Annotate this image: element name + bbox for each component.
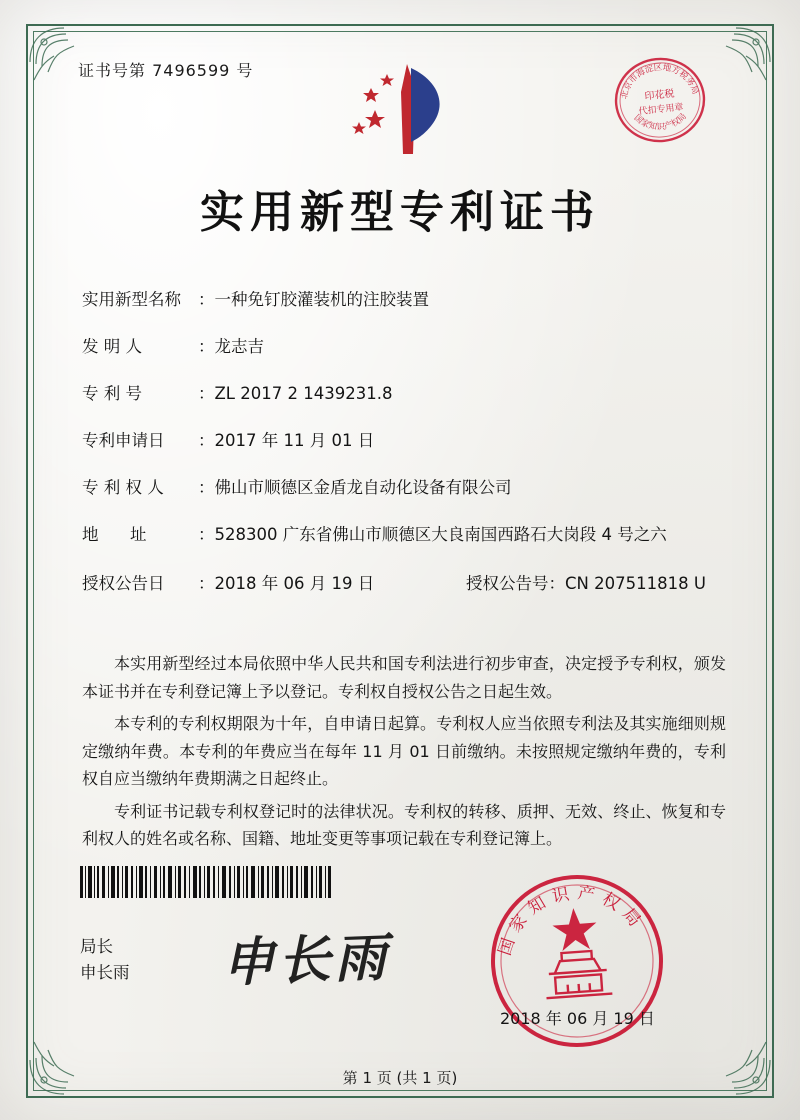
- handwritten-signature: 申长雨: [221, 927, 392, 994]
- paragraph-3: 专利证书记载专利权登记时的法律状况。专利权的转移、质押、无效、终止、恢复和专利权人的姓名或名称、国籍、地址变更等事项记载在专利登记簿上。: [82, 801, 726, 849]
- page-title: 实用新型专利证书: [200, 187, 600, 238]
- cnipa-logo-icon: [345, 58, 465, 168]
- paragraph-1: 本实用新型经过本局依照中华人民共和国专利法进行初步审查，决定授予专利权，颁发本证书并在专利登记簿上予以登记。专利权自授权公告之日起生效。: [82, 654, 726, 701]
- field-utility-model-name: [82, 288, 730, 312]
- field-label: 专利申请日: [82, 430, 165, 450]
- barcode: [80, 866, 332, 898]
- field-label: 发 明 人: [82, 336, 142, 356]
- field-value: 龙志吉: [214, 336, 264, 356]
- field-separator: ：: [198, 336, 215, 356]
- field-application-date: [82, 429, 730, 453]
- svg-text:印花税: 印花税: [644, 88, 676, 103]
- field-separator: ：: [198, 430, 215, 450]
- svg-text:北京市海淀区地方税务局: 北京市海淀区地方税务局: [619, 62, 701, 101]
- field-label: 实用新型名称: [82, 290, 181, 309]
- director-title-label: 局长: [80, 937, 113, 956]
- svg-text:国家知识产权局: 国家知识产权局: [631, 111, 689, 133]
- seal-date: 2018 年 06 月 19 日: [500, 1009, 655, 1028]
- corner-ornament-icon: [24, 22, 94, 92]
- field-value: 2017 年 11 月 01 日: [214, 430, 375, 450]
- field-separator: ：: [198, 290, 215, 309]
- director-name-label: 申长雨: [80, 963, 130, 983]
- field-separator: ：: [198, 524, 215, 544]
- field-value: 一种免钉胶灌装机的注胶装置: [214, 290, 429, 309]
- field-separator: ：: [198, 477, 215, 497]
- field-separator: ：: [198, 573, 215, 593]
- grant-date-label: 授权公告日: [82, 573, 165, 593]
- certificate-number: 证书号第 7496599 号: [78, 61, 254, 80]
- field-patent-number: [82, 382, 730, 406]
- field-value: ZL 2017 2 1439231.8: [214, 383, 393, 403]
- svg-text:国家知识产权局: 国家知识产权局: [494, 883, 649, 959]
- field-patentee: [82, 476, 730, 500]
- field-value: 佛山市顺德区金盾龙自动化设备有限公司: [214, 477, 512, 497]
- corner-ornament-icon: [706, 1030, 776, 1100]
- grant-number-value: CN 207511818 U: [565, 573, 706, 593]
- field-separator: ：: [198, 383, 215, 403]
- field-label: 地 址: [82, 524, 147, 544]
- field-grant-announcement: [82, 570, 730, 594]
- corner-ornament-icon: [706, 22, 776, 92]
- signature-labels: [80, 934, 130, 987]
- field-value: 528300 广东省佛山市顺德区大良南国西路石大岗段 4 号之六: [214, 524, 667, 544]
- grant-date-value: 2018 年 06 月 19 日: [214, 573, 375, 593]
- field-list: [82, 288, 730, 604]
- field-inventor: [82, 335, 730, 359]
- field-label: 专 利 号: [82, 383, 142, 403]
- field-label: 专 利 权 人: [82, 477, 164, 497]
- grant-number-label: 授权公告号：: [466, 573, 565, 593]
- corner-ornament-icon: [24, 1030, 94, 1100]
- svg-text:代扣专用章: 代扣专用章: [638, 102, 684, 118]
- page-number: 第 1 页 (共 1 页): [342, 1069, 458, 1087]
- paragraph-2: 本专利的专利权期限为十年，自申请日起算。专利权人应当依照专利法及其实施细则规定缴纳年费。本专利的年费应当在每年 11 月 01 日前缴纳。未按照规定缴纳年费的，专利权自应当缴纳年费期满之日起终止。: [82, 714, 726, 789]
- tax-stamp-seal-icon: [612, 52, 708, 148]
- field-address: [82, 523, 730, 547]
- legal-text-block: [82, 650, 726, 858]
